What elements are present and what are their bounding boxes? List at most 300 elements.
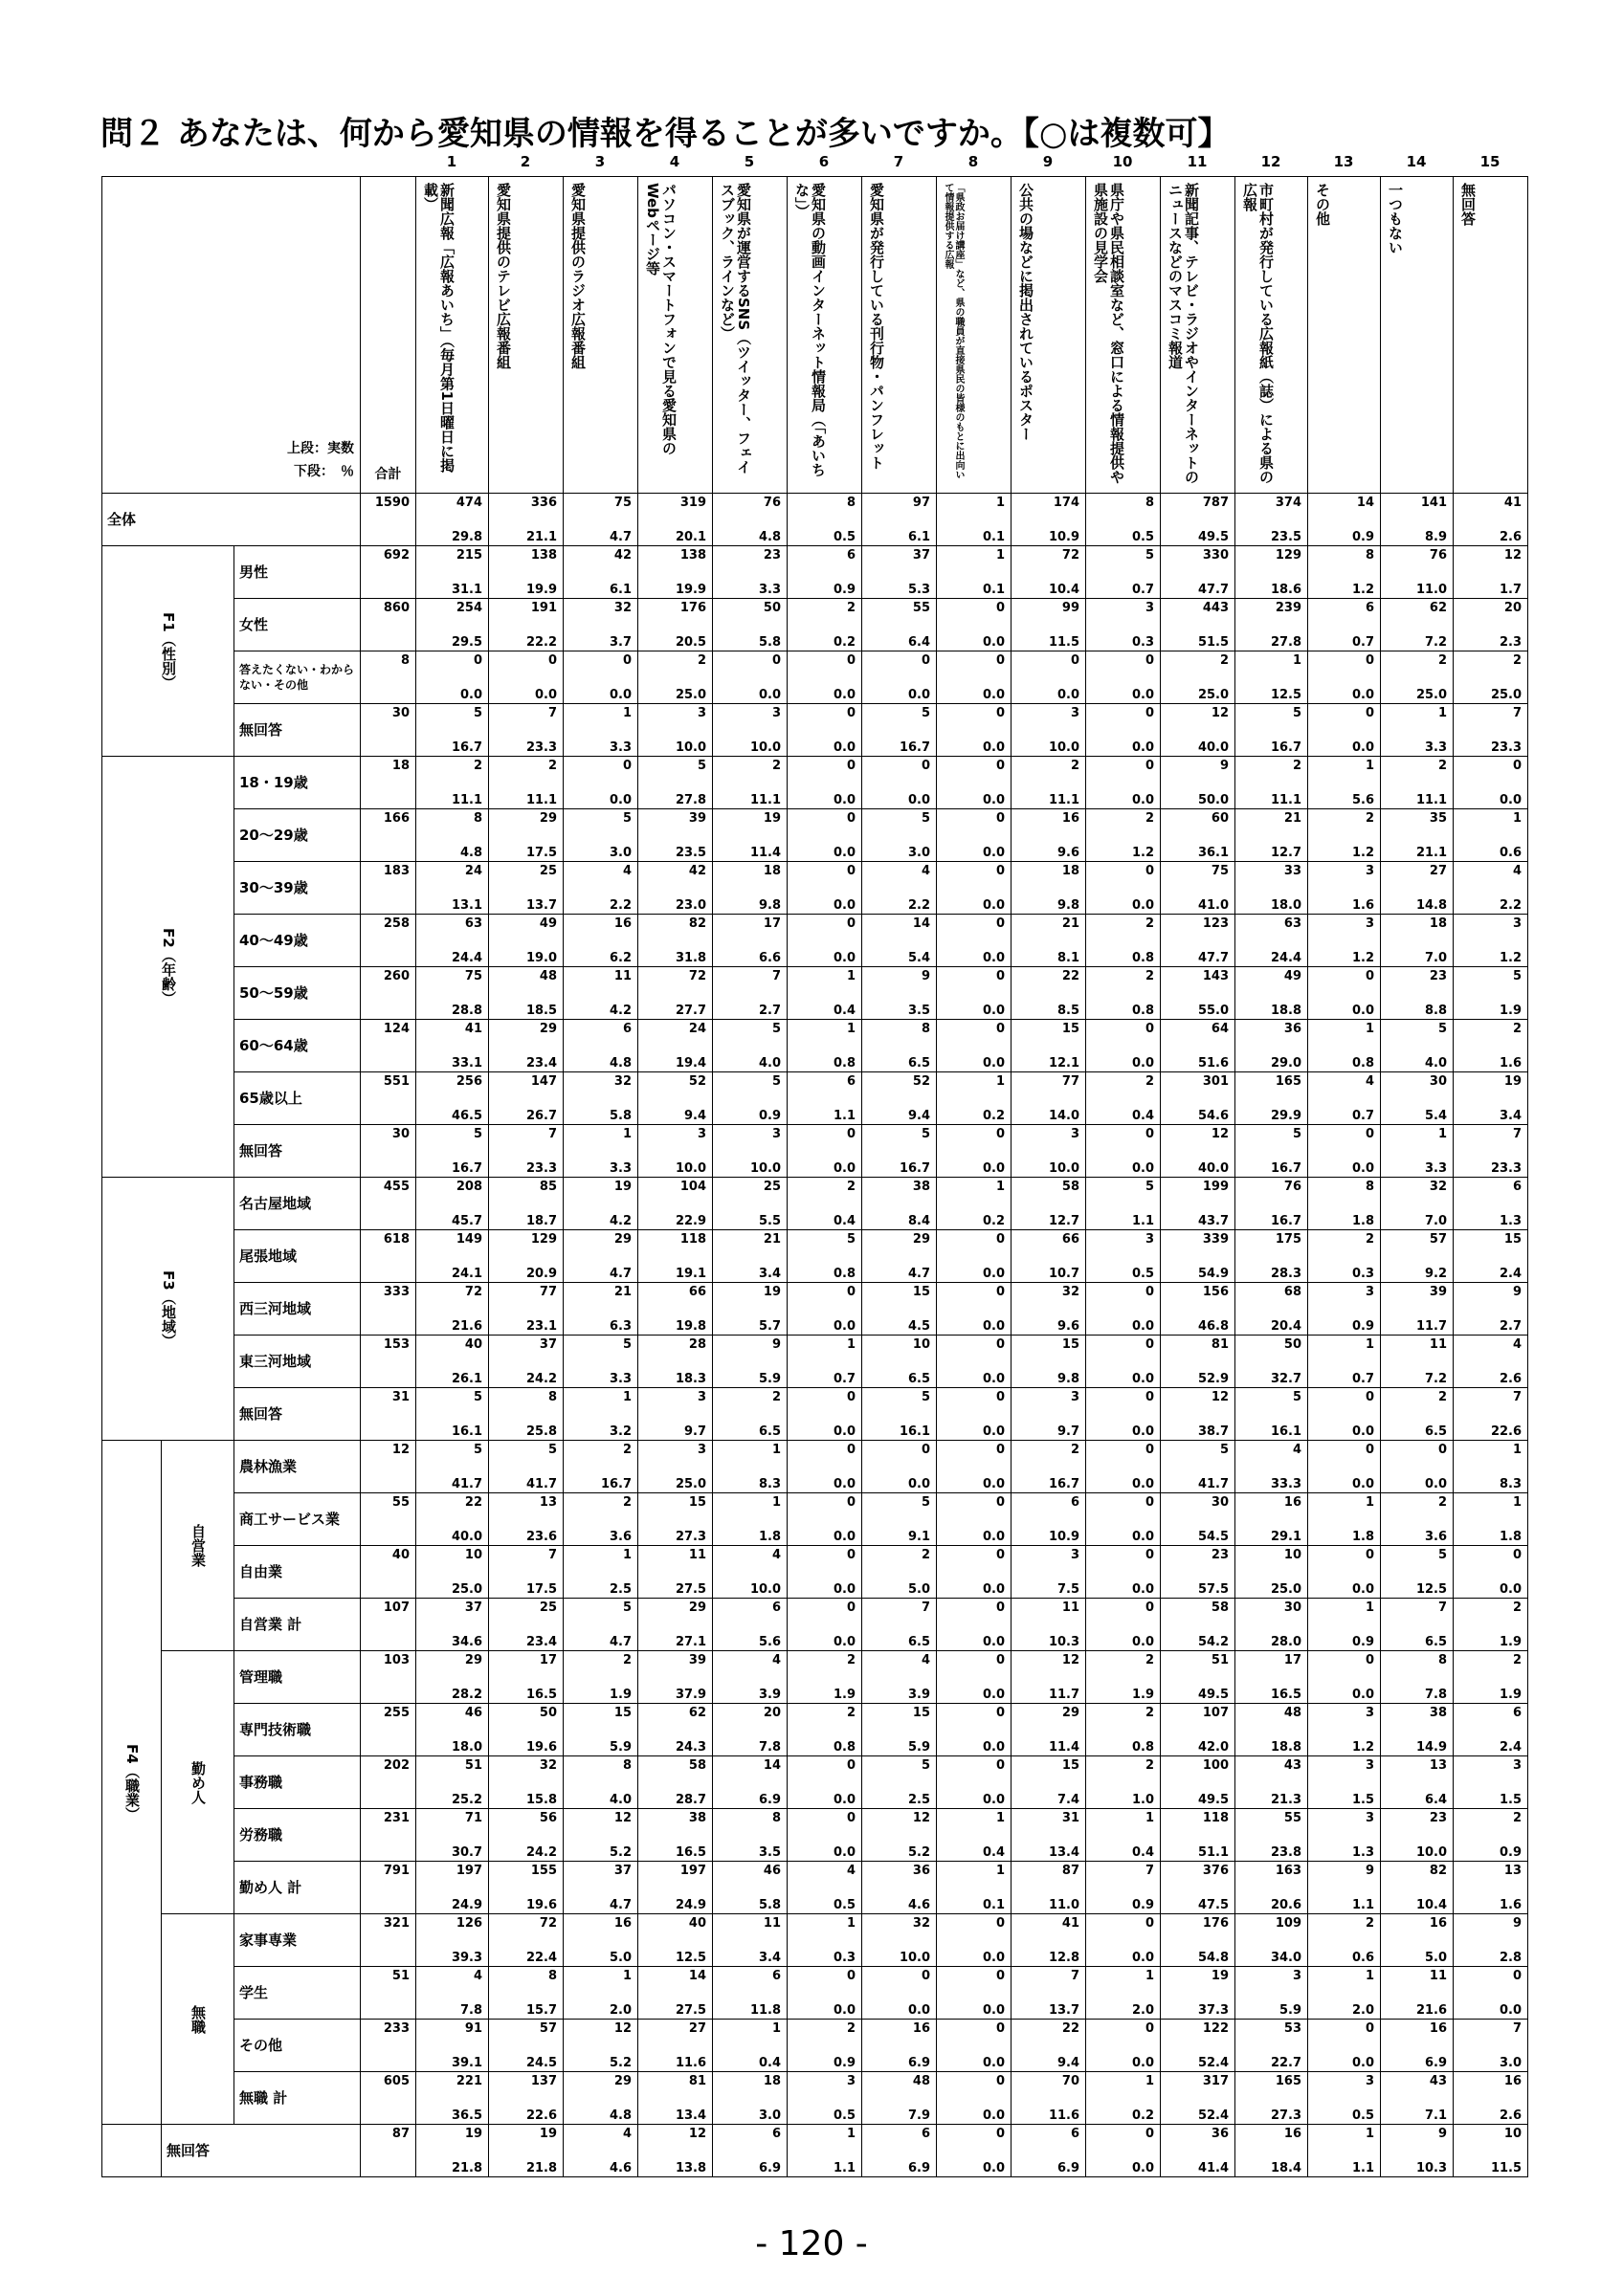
count-value: 57	[539, 2021, 558, 2036]
count-value: 123	[1202, 916, 1230, 931]
percent-value: 1.1	[1351, 2161, 1375, 2175]
data-cell	[1161, 1914, 1235, 1967]
table-row	[102, 1862, 1528, 1914]
percent-value: 0.2	[1131, 2108, 1155, 2123]
percent-value: 25.0	[1270, 1582, 1302, 1597]
percent-value: 0.8	[1131, 1004, 1155, 1018]
percent-value: 40.0	[1197, 740, 1230, 755]
data-cell	[1086, 1914, 1161, 1967]
percent-value: 0.0	[982, 1161, 1006, 1176]
percent-value: 46.5	[451, 1109, 483, 1123]
count-value: 58	[1061, 1180, 1080, 1194]
data-cell	[1454, 1283, 1528, 1336]
percent-value: 6.1	[907, 530, 931, 544]
total-value: 31	[391, 1390, 411, 1404]
percent-value: 25.0	[1197, 688, 1230, 702]
data-cell	[1161, 1336, 1235, 1388]
percent-value: 1.2	[1499, 951, 1523, 965]
data-cell	[713, 546, 788, 599]
data-cell	[489, 1283, 564, 1336]
percent-value: 0.0	[609, 793, 633, 807]
percent-value: 1.2	[1351, 846, 1375, 860]
percent-value: 3.9	[758, 1688, 782, 1702]
page-title: 問２ あなたは、何から愛知県の情報を得ることが多いですか。【○は複数可】	[100, 115, 1231, 153]
percent-value: 41.4	[1197, 2161, 1230, 2175]
percent-value: 16.1	[451, 1424, 483, 1439]
percent-value: 29.9	[1270, 1109, 1302, 1123]
data-cell	[564, 757, 638, 809]
data-cell	[788, 1072, 862, 1125]
count-value: 0	[995, 1285, 1006, 1299]
percent-value: 11.1	[525, 793, 558, 807]
count-value: 11	[688, 1548, 707, 1562]
data-cell	[564, 1230, 638, 1283]
count-value: 8	[1365, 548, 1375, 563]
data-cell	[564, 546, 638, 599]
data-cell	[1161, 1493, 1235, 1546]
data-cell	[638, 1967, 713, 2020]
percent-value: 21.1	[525, 530, 558, 544]
count-value: 7	[1145, 1864, 1155, 1878]
data-cell	[489, 2020, 564, 2072]
data-cell	[638, 1283, 713, 1336]
count-value: 41	[464, 1022, 483, 1036]
count-value: 0	[995, 653, 1006, 668]
column-number: 3	[594, 153, 606, 170]
count-value: 48	[1283, 1706, 1302, 1720]
data-cell	[1308, 1967, 1381, 2020]
percent-value: 6.9	[1056, 2161, 1080, 2175]
total-value: 860	[383, 601, 411, 615]
percent-value: 0.0	[982, 2108, 1006, 2123]
data-cell	[1235, 967, 1308, 1020]
data-cell	[416, 546, 489, 599]
count-value: 7	[1512, 706, 1523, 720]
row-label: 労務職	[234, 1809, 361, 1862]
count-value: 0	[1145, 1495, 1155, 1510]
count-value: 4	[1512, 864, 1523, 878]
count-value: 8	[473, 811, 483, 826]
data-cell	[1454, 1441, 1528, 1493]
data-cell	[1235, 599, 1308, 651]
data-cell	[1235, 1809, 1308, 1862]
total-value: 55	[391, 1495, 411, 1510]
percent-value: 36.5	[451, 2108, 483, 2123]
percent-value: 0.2	[833, 635, 856, 650]
percent-value: 0.0	[1351, 1688, 1375, 1702]
data-cell	[489, 2072, 564, 2125]
data-cell	[1086, 1493, 1161, 1546]
count-value: 19	[1503, 1074, 1523, 1089]
count-value: 1	[1145, 2074, 1155, 2088]
percent-value: 0.0	[833, 846, 856, 860]
percent-value: 0.1	[982, 530, 1006, 544]
percent-value: 0.0	[982, 2003, 1006, 2018]
count-value: 0	[1365, 1443, 1375, 1457]
count-value: 155	[530, 1864, 558, 1878]
data-cell	[788, 1862, 862, 1914]
count-value: 2	[771, 759, 782, 773]
data-cell	[638, 1336, 713, 1388]
data-cell	[638, 1546, 713, 1599]
percent-value: 2.5	[907, 1793, 931, 1807]
count-value: 1	[1145, 1969, 1155, 1983]
percent-value: 4.2	[609, 1214, 633, 1228]
data-cell	[489, 1388, 564, 1441]
count-value: 72	[464, 1285, 483, 1299]
data-cell	[862, 1388, 937, 1441]
count-value: 1	[1365, 1969, 1375, 1983]
data-cell	[1235, 494, 1308, 546]
percent-value: 14.8	[1415, 898, 1448, 913]
percent-value: 23.4	[525, 1056, 558, 1071]
data-cell	[1012, 1388, 1086, 1441]
data-cell	[713, 1546, 788, 1599]
count-value: 2	[1219, 653, 1230, 668]
data-cell	[1308, 1914, 1381, 1967]
data-cell	[1086, 1283, 1161, 1336]
percent-value: 0.0	[982, 1424, 1006, 1439]
row-label: 自営業 計	[234, 1599, 361, 1651]
percent-value: 29.0	[1270, 1056, 1302, 1071]
count-value: 52	[912, 1074, 931, 1089]
percent-value: 11.7	[1048, 1688, 1080, 1702]
table-row	[102, 862, 1528, 915]
percent-value: 10.0	[1415, 1845, 1448, 1860]
percent-value: 11.5	[1048, 635, 1080, 650]
percent-value: 0.0	[982, 1635, 1006, 1649]
count-value: 0	[995, 706, 1006, 720]
table-row	[102, 599, 1528, 651]
data-cell	[937, 1283, 1012, 1336]
data-cell	[416, 809, 489, 862]
count-value: 317	[1202, 2074, 1230, 2088]
data-cell	[564, 1756, 638, 1809]
data-cell	[1235, 1756, 1308, 1809]
percent-value: 1.5	[1351, 1793, 1375, 1807]
count-value: 3	[1070, 706, 1080, 720]
data-cell	[1381, 1651, 1454, 1704]
column-number: 8	[967, 153, 979, 170]
percent-value: 3.3	[758, 583, 782, 597]
data-cell	[489, 1020, 564, 1072]
count-value: 0	[1512, 1548, 1523, 1562]
count-value: 3	[1365, 1811, 1375, 1825]
data-cell	[1012, 967, 1086, 1020]
percent-value: 0.8	[833, 1056, 856, 1071]
data-cell	[788, 1546, 862, 1599]
count-value: 11	[763, 1916, 782, 1931]
data-cell	[489, 599, 564, 651]
percent-value: 0.0	[982, 740, 1006, 755]
percent-value: 6.4	[1424, 1793, 1448, 1807]
question-header: 「県政お届け講座」など、県の職員が直接県民の皆様のもとに出向いて情報提供する広報	[943, 183, 965, 479]
percent-value: 6.9	[1424, 2056, 1448, 2070]
table-row	[102, 1336, 1528, 1388]
count-value: 0	[995, 1443, 1006, 1457]
count-value: 376	[1202, 1864, 1230, 1878]
data-cell	[1012, 1125, 1086, 1178]
data-cell	[937, 1178, 1012, 1230]
percent-value: 22.7	[1270, 2056, 1302, 2070]
data-cell	[1454, 1336, 1528, 1388]
row-label: 女性	[234, 599, 361, 651]
question-header: 愛知県提供のテレビ広報番組	[495, 183, 513, 369]
data-cell	[1454, 1072, 1528, 1125]
data-cell	[564, 967, 638, 1020]
count-value: 1	[995, 1864, 1006, 1878]
data-cell	[1308, 915, 1381, 967]
percent-value: 9.8	[758, 898, 782, 913]
data-cell	[788, 1756, 862, 1809]
row-label: 無回答	[234, 1388, 361, 1441]
data-cell	[1454, 915, 1528, 967]
count-value: 149	[456, 1232, 483, 1247]
data-cell	[1308, 2020, 1381, 2072]
percent-value: 2.4	[1499, 1740, 1523, 1755]
percent-value: 11.7	[1415, 1319, 1448, 1334]
data-cell	[862, 1704, 937, 1756]
table-row	[102, 1493, 1528, 1546]
count-value: 6	[1365, 601, 1375, 615]
data-cell	[1381, 809, 1454, 862]
count-value: 4	[1365, 1074, 1375, 1089]
count-value: 2	[1070, 1443, 1080, 1457]
count-value: 39	[688, 811, 707, 826]
data-cell	[788, 2072, 862, 2125]
percent-value: 24.2	[525, 1845, 558, 1860]
count-value: 1	[1365, 759, 1375, 773]
data-cell	[1381, 546, 1454, 599]
count-value: 0	[547, 653, 558, 668]
percent-value: 0.5	[1351, 2108, 1375, 2123]
count-value: 71	[464, 1811, 483, 1825]
total-value: 12	[391, 1443, 411, 1457]
count-value: 15	[613, 1706, 633, 1720]
data-cell	[937, 1914, 1012, 1967]
table-row	[102, 1546, 1528, 1599]
count-value: 25	[539, 1601, 558, 1615]
count-value: 23	[1429, 969, 1448, 983]
percent-value: 18.4	[1270, 2161, 1302, 2175]
percent-value: 24.2	[525, 1372, 558, 1386]
count-value: 18	[763, 864, 782, 878]
total-value: 103	[383, 1653, 411, 1667]
data-cell	[489, 967, 564, 1020]
count-value: 5	[622, 1337, 633, 1352]
percent-value: 0.0	[609, 688, 633, 702]
count-value: 301	[1202, 1074, 1230, 1089]
percent-value: 0.0	[1131, 688, 1155, 702]
percent-value: 14.9	[1415, 1740, 1448, 1755]
table-row	[102, 1072, 1528, 1125]
percent-value: 8.8	[1424, 1004, 1448, 1018]
data-cell	[1308, 1704, 1381, 1756]
count-value: 12	[1211, 1127, 1230, 1141]
data-cell	[862, 1020, 937, 1072]
data-cell	[862, 757, 937, 809]
count-value: 16	[1283, 1495, 1302, 1510]
total-value: 183	[383, 864, 411, 878]
count-value: 256	[456, 1074, 483, 1089]
data-cell	[1086, 494, 1161, 546]
count-value: 6	[846, 1074, 856, 1089]
data-cell	[564, 1651, 638, 1704]
data-cell	[1308, 2072, 1381, 2125]
percent-value: 11.1	[451, 793, 483, 807]
total-value: 8	[400, 653, 411, 668]
percent-value: 23.3	[1490, 1161, 1523, 1176]
data-cell	[1308, 704, 1381, 757]
percent-value: 16.7	[1270, 1214, 1302, 1228]
count-value: 5	[622, 811, 633, 826]
data-cell	[862, 1230, 937, 1283]
data-cell	[862, 2020, 937, 2072]
data-cell	[862, 2125, 937, 2177]
data-cell	[564, 1336, 638, 1388]
percent-value: 5.6	[1351, 793, 1375, 807]
count-value: 99	[1061, 601, 1080, 615]
percent-value: 0.4	[1131, 1845, 1155, 1860]
percent-value: 10.7	[1048, 1267, 1080, 1281]
data-cell	[937, 494, 1012, 546]
table-row	[102, 1809, 1528, 1862]
data-cell	[1161, 1125, 1235, 1178]
table-row	[102, 809, 1528, 862]
percent-value: 0.0	[1424, 1477, 1448, 1491]
data-cell	[788, 1599, 862, 1651]
percent-value: 18.8	[1270, 1004, 1302, 1018]
data-cell	[1454, 546, 1528, 599]
percent-value: 0.1	[982, 583, 1006, 597]
row-label: 無回答	[162, 2125, 361, 2177]
percent-value: 0.0	[1131, 1161, 1155, 1176]
percent-value: 6.9	[758, 1793, 782, 1807]
data-cell	[638, 1914, 713, 1967]
count-value: 17	[1283, 1653, 1302, 1667]
percent-value: 0.0	[982, 793, 1006, 807]
row-label: 答えたくない・わからない・その他	[234, 651, 361, 704]
header-labels	[287, 437, 354, 483]
data-cell	[416, 1599, 489, 1651]
percent-value: 23.4	[525, 1635, 558, 1649]
count-value: 2	[771, 1390, 782, 1404]
data-cell	[1308, 651, 1381, 704]
data-cell	[489, 1599, 564, 1651]
data-cell	[1012, 2072, 1086, 2125]
data-cell	[937, 1388, 1012, 1441]
data-cell	[788, 1336, 862, 1388]
percent-value: 5.9	[609, 1740, 633, 1755]
total-value: 30	[391, 1127, 411, 1141]
count-value: 64	[1211, 1022, 1230, 1036]
data-cell	[1086, 1230, 1161, 1283]
question-header-cell	[713, 177, 788, 494]
percent-value: 10.0	[675, 1161, 707, 1176]
data-cell	[1086, 1020, 1161, 1072]
count-value: 76	[1283, 1180, 1302, 1194]
data-cell	[1161, 546, 1235, 599]
question-header: 無回答	[1459, 183, 1478, 226]
percent-value: 1.2	[1351, 583, 1375, 597]
percent-value: 11.0	[1048, 1898, 1080, 1912]
table-row	[102, 546, 1528, 599]
data-cell	[416, 1230, 489, 1283]
count-value: 13	[1503, 1864, 1523, 1878]
count-value: 1	[1145, 1811, 1155, 1825]
question-header-cell	[1308, 177, 1381, 494]
data-cell	[1381, 1599, 1454, 1651]
percent-value: 0.3	[1351, 1267, 1375, 1281]
question-header-cell	[489, 177, 564, 494]
count-value: 21	[1283, 811, 1302, 826]
data-cell	[416, 494, 489, 546]
row-label: 事務職	[234, 1756, 361, 1809]
count-value: 0	[995, 1022, 1006, 1036]
data-cell	[1235, 1230, 1308, 1283]
column-number: 14	[1406, 153, 1427, 170]
percent-value: 23.1	[525, 1319, 558, 1334]
data-cell	[1381, 1862, 1454, 1914]
percent-value: 10.0	[749, 740, 782, 755]
count-value: 9	[1512, 1916, 1523, 1931]
count-value: 77	[1061, 1074, 1080, 1089]
percent-value: 0.9	[1131, 1898, 1155, 1912]
percent-value: 1.2	[1131, 846, 1155, 860]
percent-value: 0.7	[1351, 1109, 1375, 1123]
count-value: 51	[1211, 1653, 1230, 1667]
percent-value: 9.4	[1056, 2056, 1080, 2070]
data-cell	[862, 704, 937, 757]
percent-value: 40.0	[1197, 1161, 1230, 1176]
percent-value: 19.4	[675, 1056, 707, 1071]
count-value: 141	[1420, 496, 1448, 510]
data-cell	[1308, 546, 1381, 599]
percent-value: 12.5	[1415, 1582, 1448, 1597]
data-cell	[862, 651, 937, 704]
count-value: 24	[464, 864, 483, 878]
percent-value: 4.7	[609, 1898, 633, 1912]
data-cell	[564, 1809, 638, 1862]
total-cell	[361, 546, 416, 599]
data-cell	[489, 1651, 564, 1704]
percent-value: 0.0	[982, 1582, 1006, 1597]
count-value: 1	[1512, 811, 1523, 826]
count-value: 77	[539, 1285, 558, 1299]
count-value: 56	[539, 1811, 558, 1825]
data-cell	[937, 1704, 1012, 1756]
count-value: 25	[539, 864, 558, 878]
count-value: 197	[456, 1864, 483, 1878]
percent-value: 6.9	[758, 2161, 782, 2175]
percent-value: 2.0	[1131, 2003, 1155, 2018]
data-cell	[489, 704, 564, 757]
data-cell	[489, 494, 564, 546]
count-value: 0	[995, 1127, 1006, 1141]
question-header: 公共の場などに掲出されているポスター	[1017, 183, 1035, 441]
percent-value: 1.8	[1499, 1530, 1523, 1544]
data-cell	[713, 1230, 788, 1283]
data-cell	[713, 1651, 788, 1704]
percent-value: 46.8	[1197, 1319, 1230, 1334]
data-cell	[1381, 1493, 1454, 1546]
data-cell	[1012, 757, 1086, 809]
data-cell	[1161, 1388, 1235, 1441]
percent-value: 23.3	[1490, 740, 1523, 755]
count-value: 39	[1429, 1285, 1448, 1299]
count-value: 53	[1283, 2021, 1302, 2036]
count-value: 122	[1202, 2021, 1230, 2036]
